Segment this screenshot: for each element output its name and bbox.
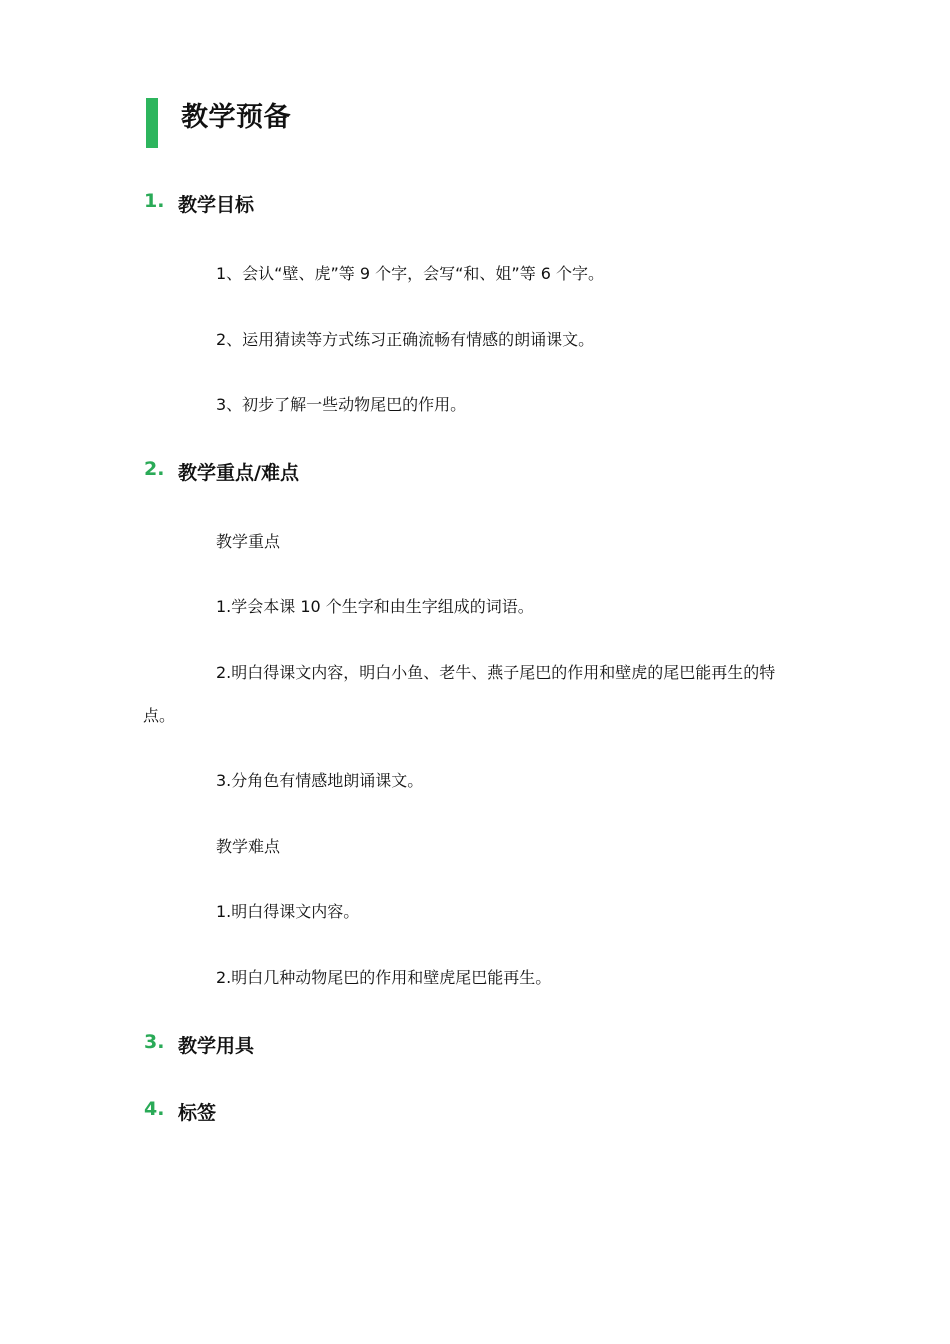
paragraph: 2.明白几种动物尾巴的作用和壁虎尾巴能再生。 xyxy=(216,968,552,987)
paragraph: 1.学会本课 10 个生字和由生字组成的词语。 xyxy=(216,597,534,616)
title-accent-bar xyxy=(146,98,158,148)
section-number: 1. xyxy=(144,190,165,212)
subheading: 教学难点 xyxy=(216,837,281,856)
paragraph: 3.分角色有情感地朗诵课文。 xyxy=(216,771,424,790)
page-title: 教学预备 xyxy=(181,102,291,133)
paragraph: 2、运用猜读等方式练习正确流畅有情感的朗诵课文。 xyxy=(216,330,595,349)
paragraph: 1.明白得课文内容。 xyxy=(216,902,360,921)
paragraph: 3、初步了解一些动物尾巴的作用。 xyxy=(216,395,467,414)
section-title: 教学重点/难点 xyxy=(178,462,299,484)
section-title: 标签 xyxy=(178,1102,217,1124)
section-title: 教学目标 xyxy=(178,194,255,216)
subheading: 教学重点 xyxy=(216,532,281,551)
section-title: 教学用具 xyxy=(178,1035,255,1057)
paragraph: 1、会认“壁、虎”等 9 个字，会写“和、姐”等 6 个字。 xyxy=(216,264,605,283)
paragraph-continuation: 点。 xyxy=(143,706,176,725)
paragraph: 2.明白得课文内容，明白小鱼、老牛、燕子尾巴的作用和壁虎的尾巴能再生的特 xyxy=(216,663,776,682)
section-number: 3. xyxy=(144,1031,165,1053)
section-number: 4. xyxy=(144,1098,165,1120)
section-number: 2. xyxy=(144,458,165,480)
